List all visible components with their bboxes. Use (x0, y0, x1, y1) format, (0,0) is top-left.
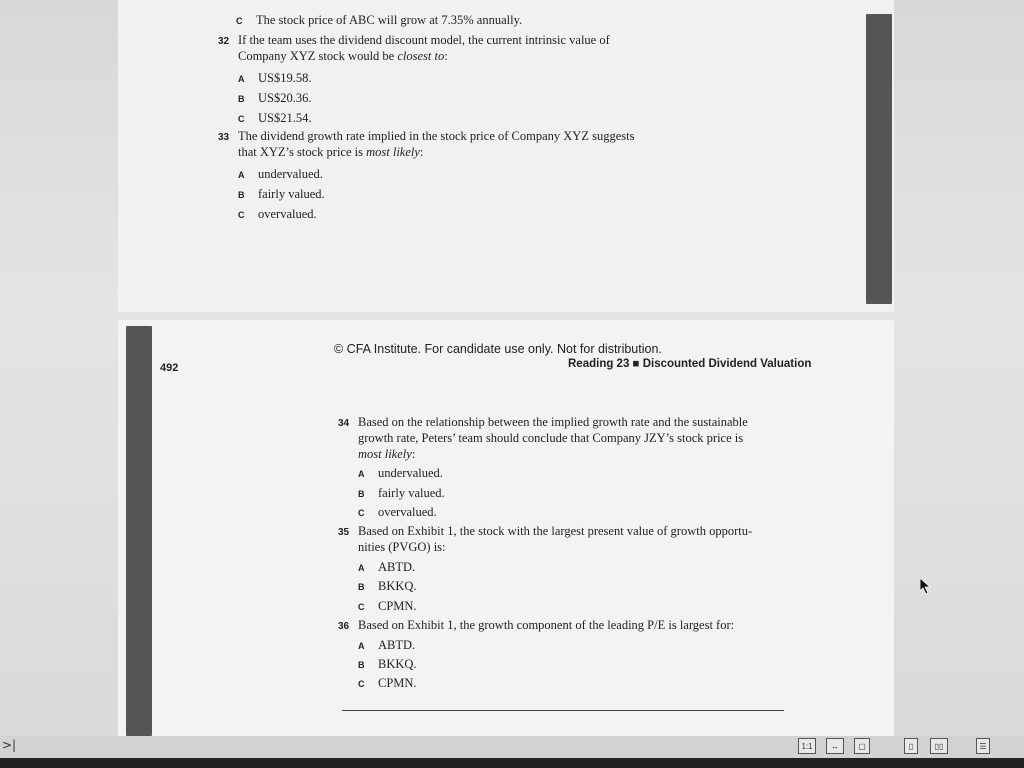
running-head: Reading 23 ■ Discounted Dividend Valuation (568, 358, 812, 370)
option-a: A undervalued. (358, 466, 443, 480)
question-34-line2: growth rate, Peters’ team should conclude that Company JZY’s stock price is (358, 431, 744, 445)
single-page-button[interactable]: ▯ (904, 738, 918, 754)
option-c: C US$21.54. (238, 111, 312, 125)
option-a: A ABTD. (358, 560, 416, 574)
option-b: B US$20.36. (238, 91, 312, 105)
option-c: C CPMN. (358, 676, 417, 690)
last-page-icon[interactable]: >| (2, 738, 17, 752)
option-b: B fairly valued. (358, 486, 445, 500)
page-number: 492 (160, 362, 179, 374)
scrollbar-left[interactable] (126, 326, 152, 736)
question-36: 36 Based on Exhibit 1, the growth component of the leading P/E is largest for: (338, 618, 735, 632)
option-b: B BKKQ. (358, 579, 417, 593)
double-page-button[interactable]: ▯▯ (930, 738, 948, 754)
fit-page-button[interactable]: ▢ (854, 738, 870, 754)
screen-bezel (0, 758, 1024, 768)
question-35: 35 Based on Exhibit 1, the stock with the largest present value of growth opportu- (338, 524, 753, 538)
copyright-note: © CFA Institute. For candidate use only. Not for distribution. (334, 342, 662, 356)
question-33: 33 The dividend growth rate implied in the stock price of Company XYZ suggests (218, 129, 635, 143)
option-a: A US$19.58. (238, 71, 312, 85)
option-a: A undervalued. (238, 167, 323, 181)
option-line: C The stock price of ABC will grow at 7.35% annually. (236, 13, 523, 27)
question-34: 34 Based on the relationship between the implied growth rate and the sustainable (338, 415, 748, 429)
question-35-line2: nities (PVGO) is: (358, 540, 446, 554)
question-34-line3: most likely: (358, 447, 416, 461)
actual-size-button[interactable]: 1:1 (798, 738, 816, 754)
option-c: C overvalued. (358, 505, 437, 519)
option-c: C overvalued. (238, 207, 317, 221)
question-33-line2: that XYZ’s stock price is most likely: (238, 145, 424, 159)
option-c: C CPMN. (358, 599, 417, 613)
question-32: 32 If the team uses the dividend discount model, the current intrinsic value of (218, 33, 610, 47)
option-b: B BKKQ. (358, 657, 417, 671)
continuous-page-button[interactable]: ☰ (976, 738, 990, 754)
scrollbar-right[interactable] (866, 14, 892, 304)
question-32-line2: Company XYZ stock would be closest to: (238, 49, 448, 63)
option-a: A ABTD. (358, 638, 416, 652)
option-b: B fairly valued. (238, 187, 325, 201)
fit-width-button[interactable]: ↔ (826, 738, 844, 754)
page-rule (342, 710, 784, 711)
